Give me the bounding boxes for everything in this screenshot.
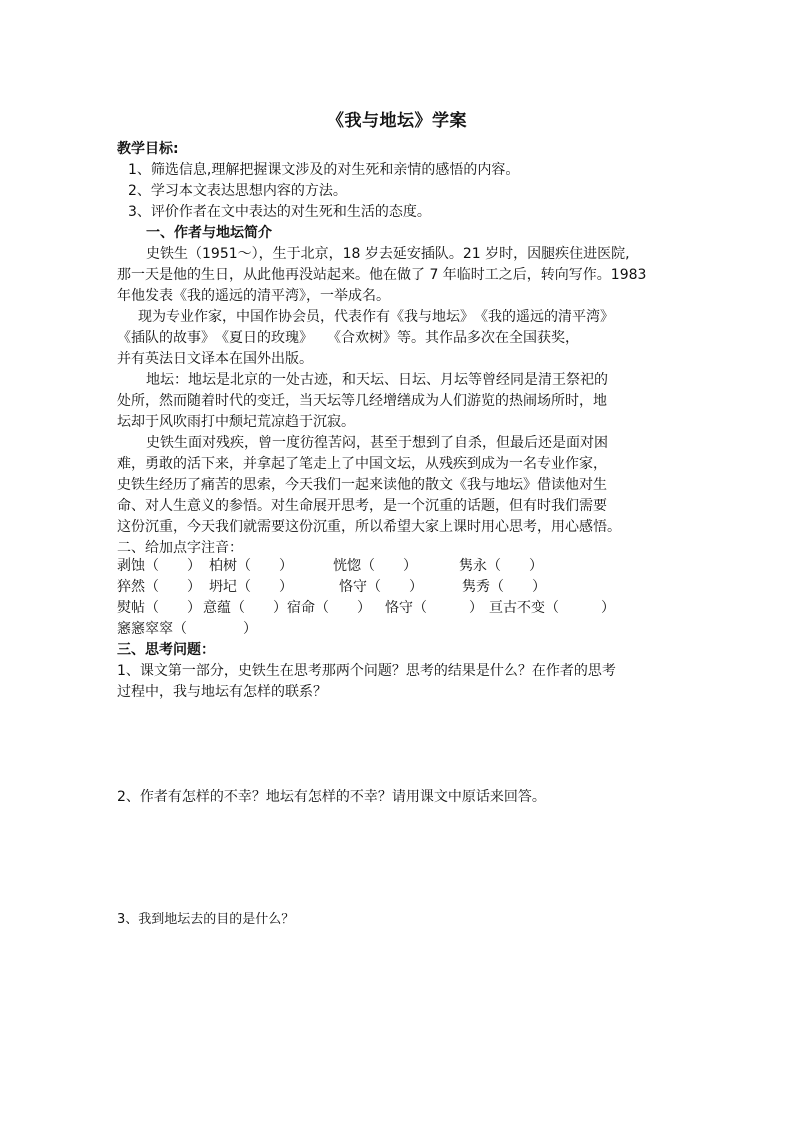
paragraph-line: 《插队的故事》 《夏日的玫瑰》 《合欢树》等。其作品多次在全国获奖， [117,330,579,346]
pinyin-item: 意蕴（ ） [203,600,287,616]
question-2: 2、作者有怎样的不幸？地坛有怎样的不幸？请用课文中原话来回答。 [117,789,546,805]
pinyin-item: 宿命（ ） [287,600,371,616]
paragraph-line: 这份沉重，今天我们就需要这份沉重，所以希望大家上课时用心思考，用心感悟。 [117,519,621,535]
paragraph-line: 坛却于风吹雨打中颓圮荒凉趋于沉寂。 [117,414,355,430]
pinyin-item: 猝然（ ） [117,579,201,595]
pinyin-item: 窸窸窣窣（ ） [117,621,257,637]
objective-item: 3、评价作者在文中表达的对生死和生活的态度。 [128,204,431,220]
page-title: 《我与地坛》学案 [327,111,467,131]
section3-heading: 三、思考问题： [117,642,215,658]
pinyin-item: 恍惚（ ） [333,558,417,574]
pinyin-item: 剥蚀（ ） [117,558,201,574]
section2-heading: 二、给加点字注音： [117,540,243,556]
paragraph-line: 现为专业作家，中国作协会员，代表作有《我与地坛》 《我的遥远的清平湾》 [138,309,614,325]
pinyin-item: 隽秀（ ） [462,579,546,595]
pinyin-item: 柏树（ ） [209,558,293,574]
pinyin-row [117,598,677,618]
paragraph-line: 处所，然而随着时代的变迁，当天坛等几经增缮成为人们游览的热闹场所时，地 [117,393,607,409]
paragraph-line: 并有英法日文译本在国外出版。 [117,351,313,367]
question-1-line: 1、课文第一部分，史铁生在思考那两个问题？思考的结果是什么？在作者的思考 [117,663,616,679]
pinyin-row [117,577,677,597]
paragraph-line: 史铁生（1951～），生于北京，18 岁去延安插队。21 岁时，因腿疾住进医院, [146,246,630,262]
objectives-heading: 教学目标: [117,141,179,157]
pinyin-item: 恪守（ ） [339,579,423,595]
pinyin-item: 亘古不变（ ） [489,600,615,616]
question-3: 3、我到地坛去的目的是什么？ [117,912,295,927]
pinyin-row [117,556,677,576]
pinyin-row [117,619,677,639]
paragraph-line: 年他发表《我的遥远的清平湾》，一举成名。 [117,288,390,304]
pinyin-item: 坍圮（ ） [209,579,293,595]
paragraph-line: 地坛：地坛是北京的一处古迹，和天坛、日坛、月坛等曾经同是清王祭祀的 [146,372,608,388]
section1-heading: 一、作者与地坛简介 [146,225,272,241]
pinyin-item: 熨帖（ ） [117,600,201,616]
pinyin-item: 隽永（ ） [459,558,543,574]
objective-item: 1、筛选信息,理解把握课文涉及的对生死和亲情的感悟的内容。 [128,162,520,178]
paragraph-line: 命、对人生意义的参悟。对生命展开思考，是一个沉重的话题，但有时我们需要 [117,498,607,514]
paragraph-line: 史铁生经历了痛苦的思索，今天我们一起来读他的散文《我与地坛》借读他对生 [117,477,607,493]
paragraph-line: 难，勇敢的活下来，并拿起了笔走上了中国文坛，从残疾到成为一名专业作家， [117,456,607,472]
objective-item: 2、学习本文表达思想内容的方法。 [128,183,347,199]
paragraph-line: 史铁生面对残疾，曾一度彷徨苦闷，甚至于想到了自杀，但最后还是面对困 [146,435,608,451]
question-1-line: 过程中，我与地坛有怎样的联系？ [117,684,327,700]
paragraph-line: 那一天是他的生日，从此他再没站起来。他在做了 7 年临时工之后，转向写作。1983 [117,267,647,283]
pinyin-item: 恪守（ ） [385,600,483,616]
